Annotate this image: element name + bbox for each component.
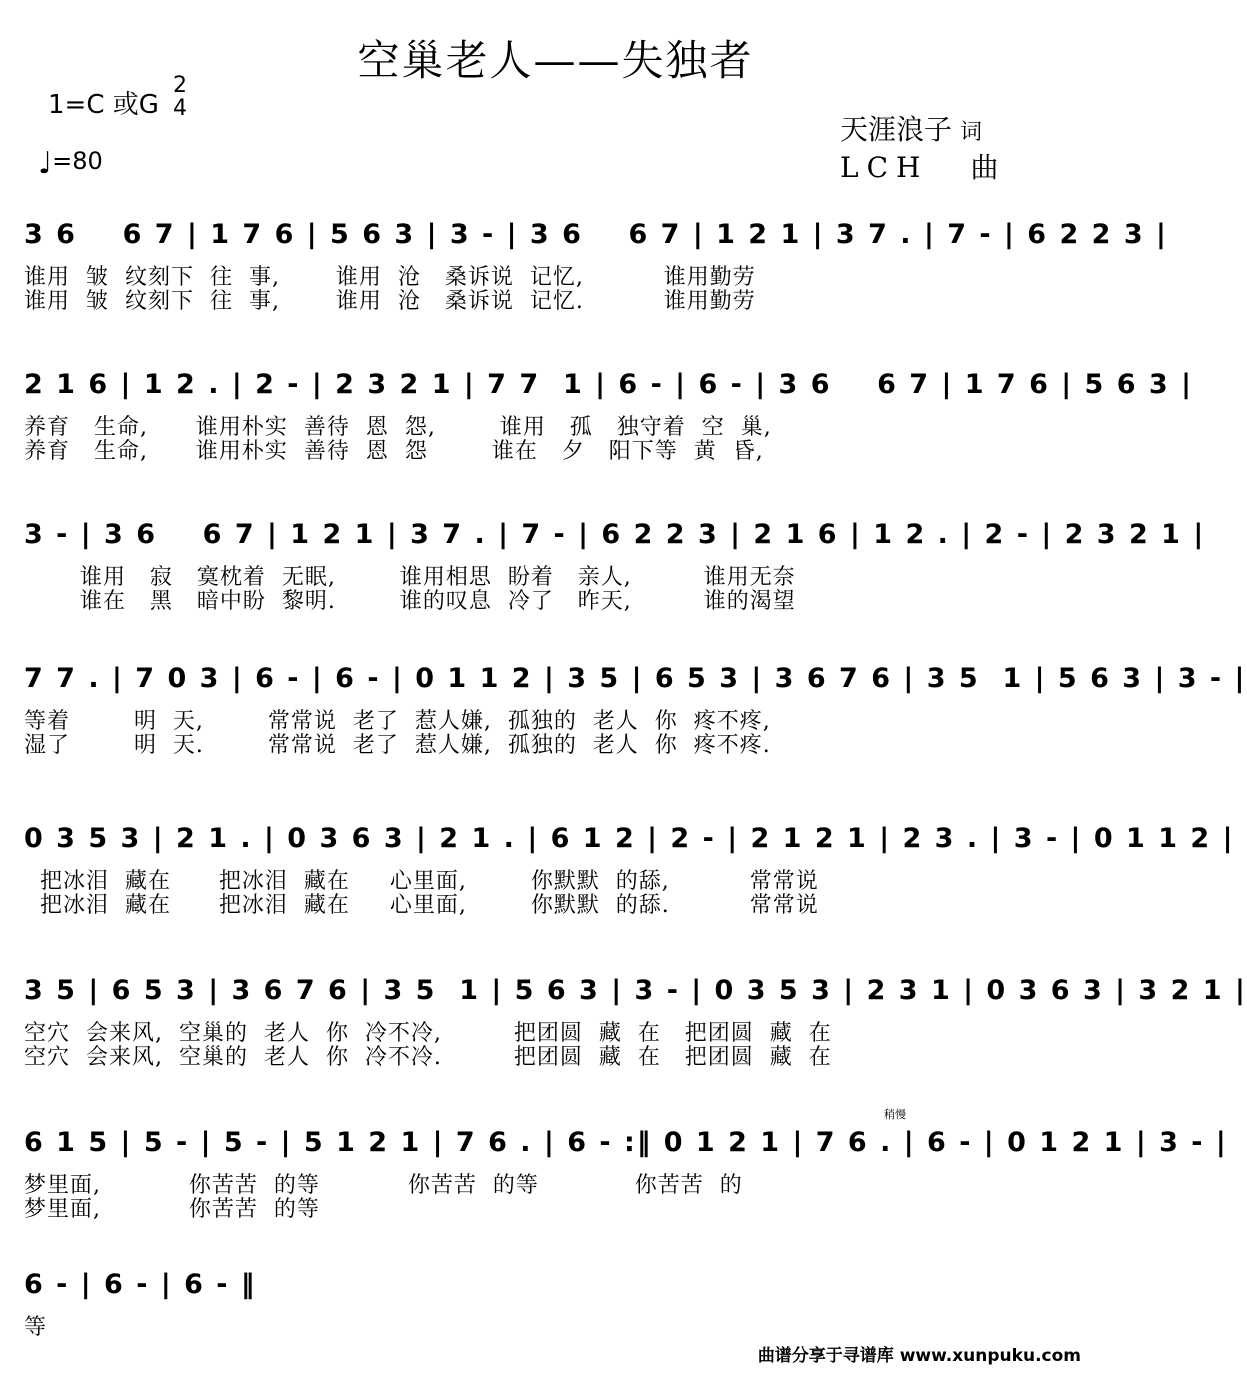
lyric-line-1: 谁用 寂 寞枕着 无眠, 谁用相思 盼着 亲人, 谁用无奈 [24, 565, 796, 590]
lyric-line-1: 等 [24, 1315, 48, 1340]
lyric-line-2: 谁用 皱 纹刻下 往 事, 谁用 沧 桑诉说 记忆. 谁用勤劳 [24, 289, 756, 314]
key-signature: 1=C 或G [48, 90, 159, 120]
notes-line: 6 1 5 | 5 - | 5 - | 5 1 2 1 | 7 6 . | 6 - :‖ 0 1 2 1 | 7 6 . | 6 - | 0 1 2 1 | 3 - | [24, 1126, 1228, 1158]
notes-line: 3 5 | 6 5 3 | 3 6 7 6 | 3 5 1 | 5 6 3 | 3 - | 0 3 5 3 | 2 3 1 | 0 3 6 3 | 3 2 1 | [24, 974, 1247, 1006]
lyric-line-2: 梦里面, 你苦苦 的等 [24, 1197, 320, 1222]
lyric-line-1: 梦里面, 你苦苦 的等 你苦苦 的等 你苦苦 的 [24, 1173, 743, 1198]
time-signature-bottom: 4 [173, 96, 187, 121]
lyricist-credit [840, 108, 982, 148]
composer-name: LCH [840, 151, 929, 184]
lyric-line-2: 把冰泪 藏在 把冰泪 藏在 心里面, 你默默 的舔. 常常说 [24, 893, 819, 918]
composer-role: 曲 [970, 151, 999, 184]
notes-line: 3 - | 3 6 6 7 | 1 2 1 | 3 7 . | 7 - | 6 2 2 3 | 2 1 6 | 1 2 . | 2 - | 2 3 2 1 | [24, 518, 1206, 550]
lyric-line-1: 养育 生命, 谁用朴实 善待 恩 怨, 谁用 孤 独守着 空 巢, [24, 415, 772, 440]
tempo-marking [38, 146, 103, 181]
lyricist-role: 词 [960, 120, 983, 145]
lyric-line-1: 等着 明 天, 常常说 老了 惹人嫌, 孤独的 老人 你 疼不疼, [24, 709, 771, 734]
source-footer: 曲谱分享于寻谱库 www.xunpuku.com [757, 1346, 1081, 1366]
lyric-line-2: 养育 生命, 谁用朴实 善待 恩 怨 谁在 夕 阳下等 黄 昏, [24, 439, 764, 464]
lyricist-name: 天涯浪子 [840, 113, 953, 146]
time-signature-top: 2 [173, 73, 187, 98]
notes-line: 7 7 . | 7 0 3 | 6 - | 6 - | 0 1 1 2 | 3 5 | 6 5 3 | 3 6 7 6 | 3 5 1 | 5 6 3 | 3 - | [24, 662, 1247, 694]
lyric-line-1: 谁用 皱 纹刻下 往 事, 谁用 沧 桑诉说 记忆, 谁用勤劳 [24, 265, 756, 290]
slower-annotation: 稍慢 [884, 1108, 906, 1121]
notes-line: 2 1 6 | 1 2 . | 2 - | 2 3 2 1 | 7 7 1 | 6 - | 6 - | 3 6 6 7 | 1 7 6 | 5 6 3 | [24, 368, 1193, 400]
composer-credit [840, 146, 998, 186]
lyric-line-2: 湿了 明 天. 常常说 老了 惹人嫌, 孤独的 老人 你 疼不疼. [24, 733, 771, 758]
notes-line: 6 - | 6 - | 6 - ‖ [24, 1268, 257, 1300]
lyric-line-1: 空穴 会来风, 空巢的 老人 你 冷不冷, 把团圆 藏 在 把团圆 藏 在 [24, 1021, 832, 1046]
notes-line: 0 3 5 3 | 2 1 . | 0 3 6 3 | 2 1 . | 6 1 2 | 2 - | 2 1 2 1 | 2 3 . | 3 - | 0 1 1 2 | [24, 822, 1235, 854]
lyric-line-1: 把冰泪 藏在 把冰泪 藏在 心里面, 你默默 的舔, 常常说 [24, 869, 819, 894]
page-title: 空巢老人——失独者 [357, 36, 754, 85]
lyric-line-2: 谁在 黑 暗中盼 黎明. 谁的叹息 冷了 昨天, 谁的渴望 [24, 589, 796, 614]
notes-line: 3 6 6 7 | 1 7 6 | 5 6 3 | 3 - | 3 6 6 7 | 1 2 1 | 3 7 . | 7 - | 6 2 2 3 | [24, 218, 1168, 250]
lyric-line-2: 空穴 会来风, 空巢的 老人 你 冷不冷. 把团圆 藏 在 把团圆 藏 在 [24, 1045, 832, 1070]
time-signature [171, 74, 189, 120]
tempo-value: =80 [52, 147, 103, 175]
quarter-note-icon: ♩ [38, 146, 53, 181]
